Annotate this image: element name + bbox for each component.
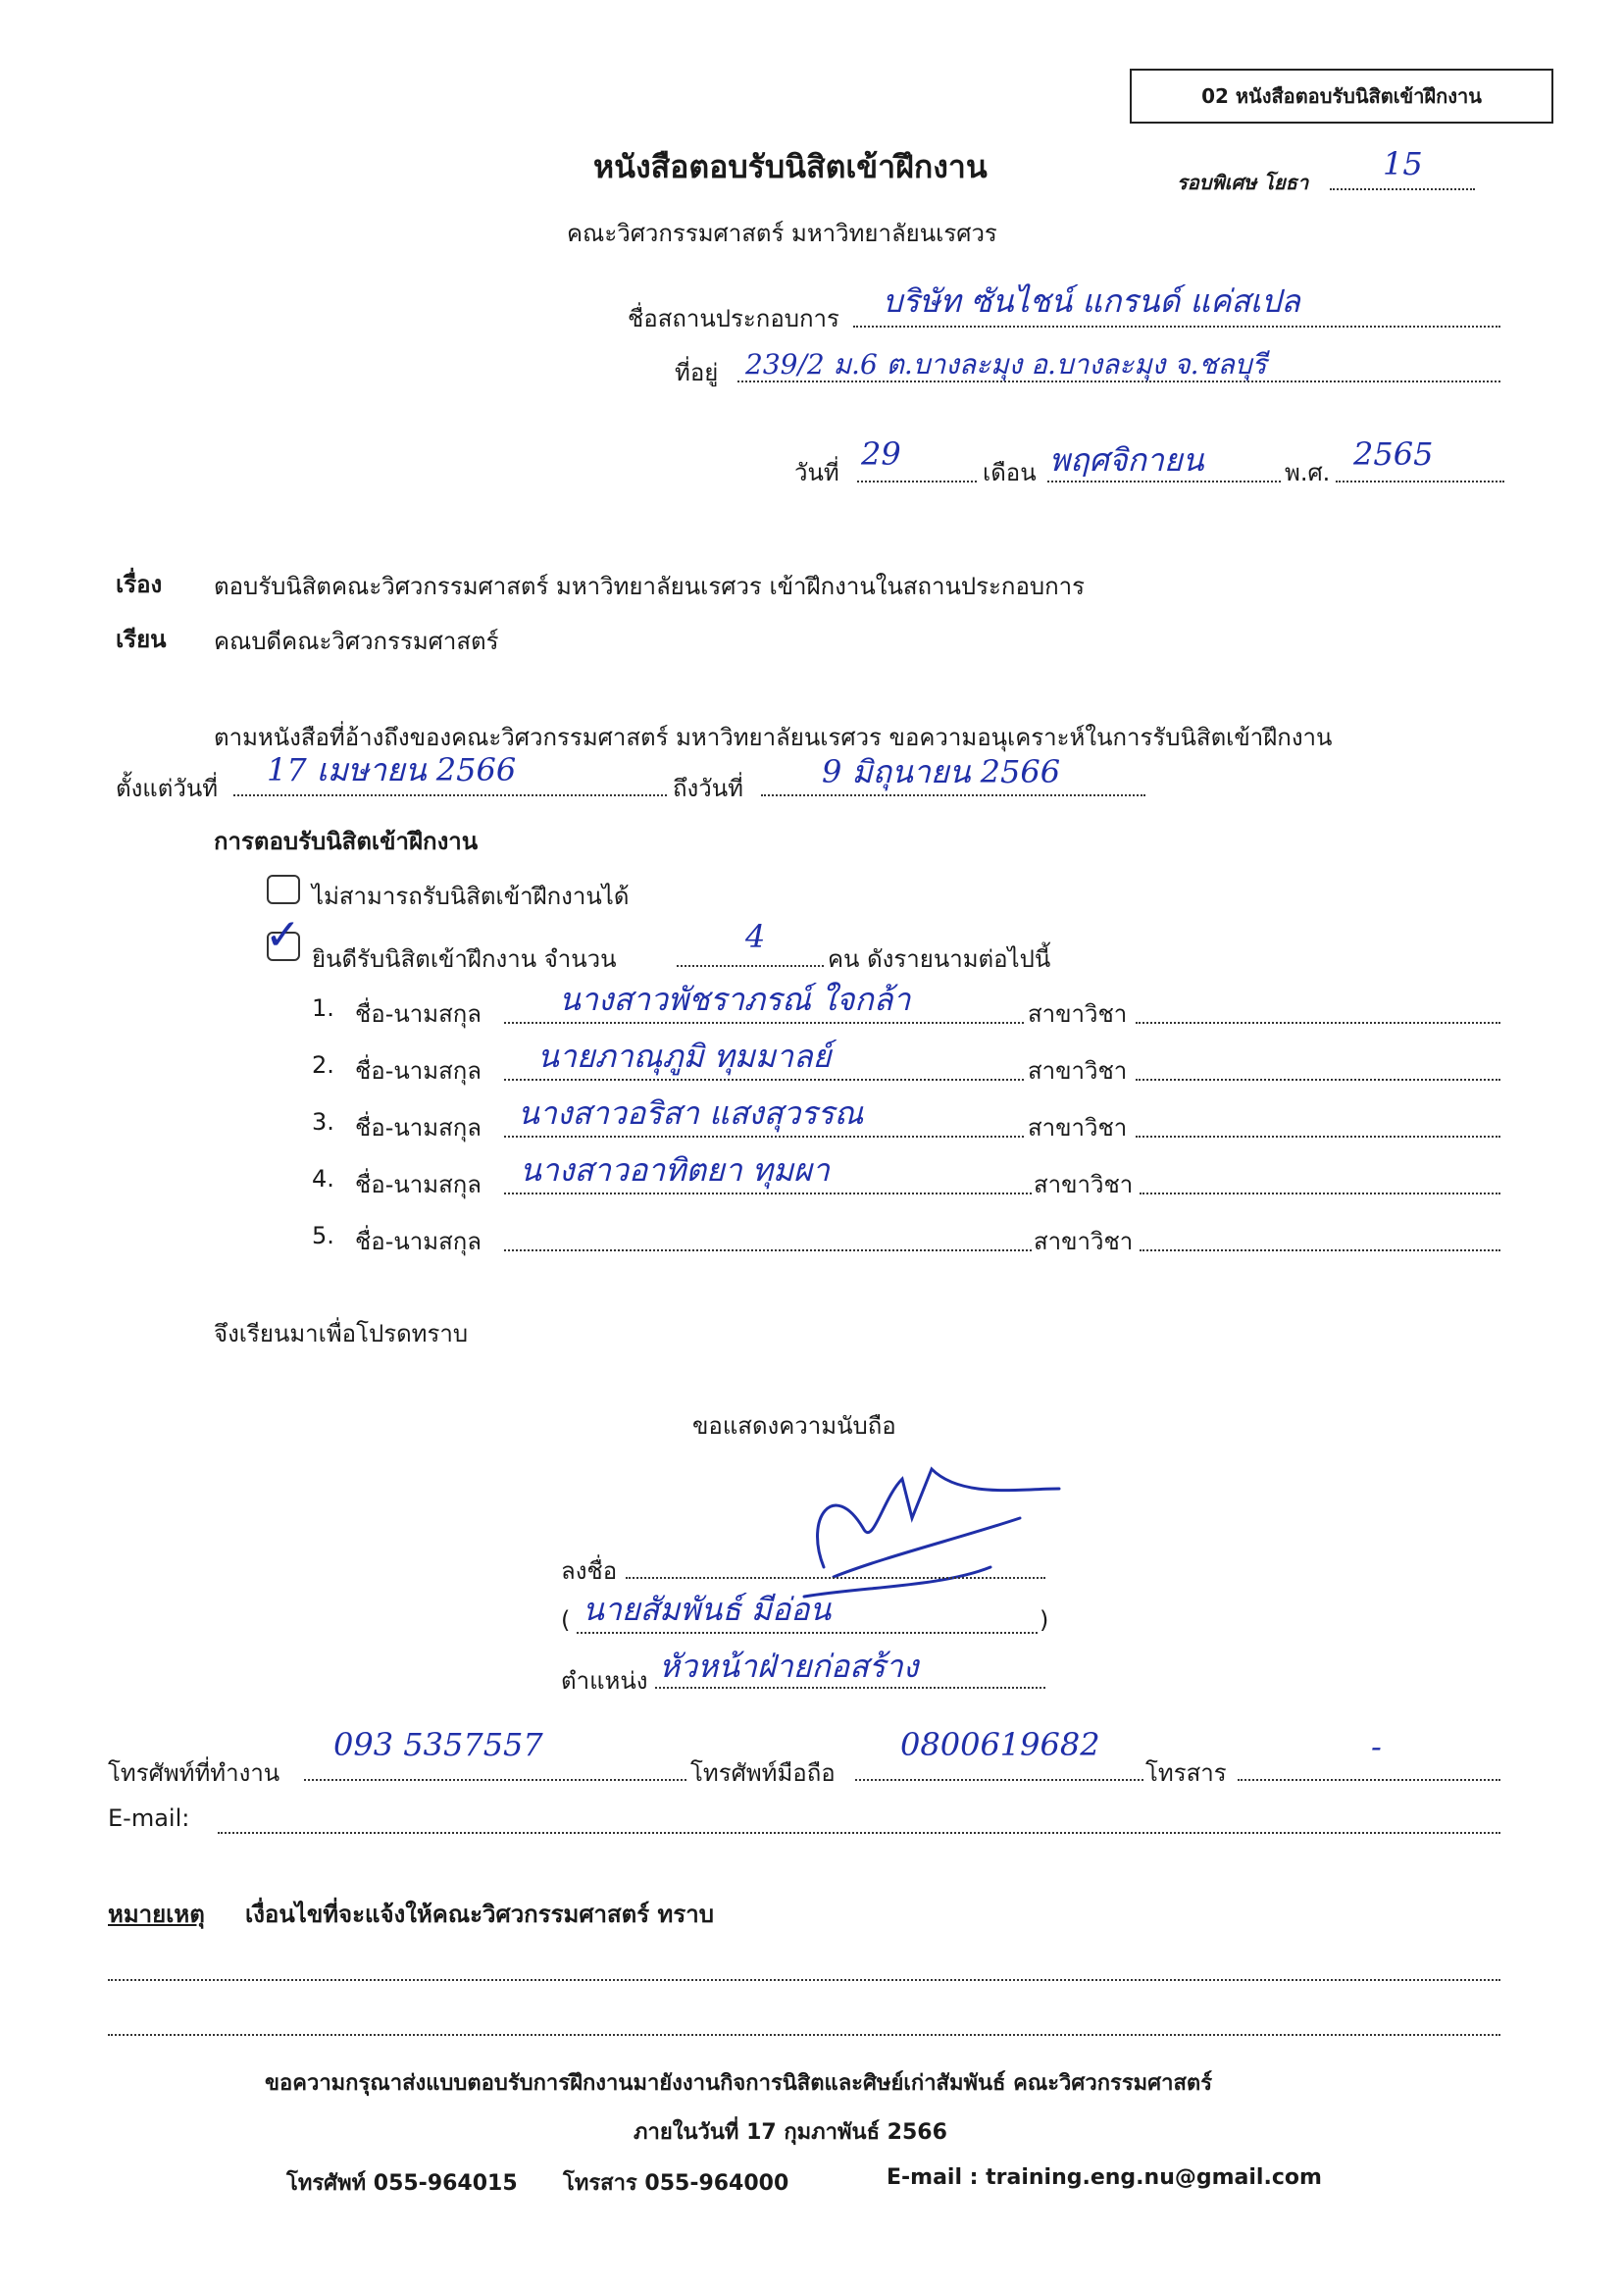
company-label: ชื่อสถานประกอบการ	[628, 305, 839, 332]
mobile-label: โทรศัพท์มือถือ	[690, 1759, 836, 1787]
date-day-dots	[857, 481, 977, 482]
student-2-name: นายภาณุภูมิ ทุมมาลย์	[537, 1038, 832, 1075]
subject-text: ตอบรับนิสิตคณะวิศวกรรมศาสตร์ มหาวิทยาลัยนเรศวร เข้าฝึกงานในสถานประกอบการ	[214, 573, 1086, 600]
address-label: ที่อยู่	[675, 359, 719, 386]
footer-email: E-mail : training.eng.nu@gmail.com	[887, 2165, 1322, 2190]
student-4-major-label: สาขาวิชา	[1034, 1171, 1134, 1198]
date-year-dots	[1336, 481, 1504, 482]
student-3-major-label: สาขาวิชา	[1028, 1114, 1128, 1142]
date-year: 2565	[1353, 435, 1434, 473]
fax-label: โทรสาร	[1145, 1759, 1227, 1787]
period-to-value: 9 มิถุนายน 2566	[822, 753, 1061, 790]
position-label: ตำแหน่ง	[561, 1667, 648, 1695]
mobile: 0800619682	[900, 1726, 1100, 1763]
student-1-name: นางสาวพัชราภรณ์ ใจกล้า	[559, 981, 911, 1018]
printed-name: นายสัมพันธ์ มีอ่อน	[583, 1591, 832, 1628]
period-to-label: ถึงวันที่	[673, 775, 743, 802]
check-mark-icon: ✓	[265, 910, 301, 960]
page-title: หนังสือตอบรับนิสิตเข้าฝึกงาน	[593, 148, 988, 185]
round-dots	[1330, 188, 1475, 190]
student-1-major-dots	[1136, 1022, 1500, 1024]
student-2-major-label: สาขาวิชา	[1028, 1057, 1128, 1085]
email-dots	[218, 1832, 1500, 1834]
body-text: ตามหนังสือที่อ้างถึงของคณะวิศวกรรมศาสตร์ มหาวิทยาลัยนเรศวร ขอความอนุเคราะห์ในการรับนิสิตเข้าฝึกงาน	[214, 724, 1333, 751]
close-paren: )	[1040, 1606, 1049, 1634]
acceptance-heading: การตอบรับนิสิตเข้าฝึกงาน	[214, 828, 479, 855]
student-2-major-dots	[1136, 1079, 1500, 1081]
student-5-dots	[504, 1249, 1032, 1251]
regards-text: ขอแสดงความนับถือ	[692, 1412, 896, 1440]
footer-phone: โทรศัพท์ 055-964015	[286, 2171, 518, 2196]
date-day-label: วันที่	[794, 459, 839, 486]
student-4-num: 4.	[312, 1165, 334, 1193]
student-3-num: 3.	[312, 1108, 334, 1136]
count-suffix: คน ดังรายนามต่อไปนี้	[828, 945, 1051, 973]
reject-checkbox[interactable]	[267, 875, 300, 904]
student-3-label: ชื่อ-นามสกุล	[355, 1114, 482, 1142]
remark-label: หมายเหตุ	[108, 1901, 205, 1928]
form-code-box: 02 หนังสือตอบรับนิสิตเข้าฝึกงาน	[1130, 69, 1553, 124]
date-year-label: พ.ศ.	[1285, 459, 1331, 486]
remark-dots-1	[108, 1979, 1500, 1981]
sign-label: ลงชื่อ	[561, 1557, 618, 1585]
remark-dots-2	[108, 2034, 1500, 2036]
student-5-major-dots	[1140, 1249, 1500, 1251]
period-from-label: ตั้งแต่วันที่	[116, 775, 219, 802]
student-1-label: ชื่อ-นามสกุล	[355, 1000, 482, 1028]
round-value: 15	[1383, 145, 1423, 182]
faculty-line: คณะวิศวกรรมศาสตร์ มหาวิทยาลัยนเรศวร	[567, 220, 997, 247]
student-1-major-label: สาขาวิชา	[1028, 1000, 1128, 1028]
position-value: หัวหน้าฝ่ายก่อสร้าง	[659, 1648, 919, 1685]
closing-text: จึงเรียนมาเพื่อโปรดทราบ	[214, 1320, 469, 1347]
period-from-value: 17 เมษายน 2566	[267, 751, 517, 788]
accept-option-label: ยินดีรับนิสิตเข้าฝึกงาน จำนวน	[312, 945, 617, 973]
student-2-label: ชื่อ-นามสกุล	[355, 1057, 482, 1085]
remark-text: เงื่อนไขที่จะแจ้งให้คณะวิศวกรรมศาสตร์ ทราบ	[245, 1901, 714, 1928]
reject-option-label: ไม่สามารถรับนิสิตเข้าฝึกงานได้	[312, 883, 630, 910]
count-dots-line	[677, 965, 824, 967]
company-value: บริษัท ซันไชน์ แกรนด์ แค่สเปล	[883, 282, 1300, 320]
student-2-num: 2.	[312, 1051, 334, 1079]
office-phone-dots	[304, 1779, 686, 1781]
student-3-major-dots	[1136, 1136, 1500, 1138]
date-day: 29	[861, 435, 901, 473]
student-3-name: นางสาวอริสา แสงสุวรรณ	[518, 1094, 864, 1132]
student-4-label: ชื่อ-นามสกุล	[355, 1171, 482, 1198]
mobile-dots	[855, 1779, 1143, 1781]
student-5-num: 5.	[312, 1222, 334, 1249]
sign-dots	[626, 1577, 1045, 1579]
student-5-major-label: สาขาวิชา	[1034, 1228, 1134, 1255]
open-paren: (	[561, 1606, 571, 1634]
address-value: 239/2 ม.6 ต.บางละมุง อ.บางละมุง จ.ชลบุรี	[745, 348, 1267, 381]
fax-dots	[1238, 1779, 1500, 1781]
round-label: รอบพิเศษ โยธา	[1177, 171, 1309, 194]
student-5-label: ชื่อ-นามสกุล	[355, 1228, 482, 1255]
fax-value: -	[1371, 1728, 1382, 1765]
count-value: 4	[745, 918, 766, 955]
email-label: E-mail:	[108, 1804, 190, 1832]
footer-fax: โทรสาร 055-964000	[563, 2171, 789, 2196]
footer-line-1: ขอความกรุณาส่งแบบตอบรับการฝึกงานมายังงานกิจการนิสิตและศิษย์เก่าสัมพันธ์ คณะวิศวกรรมศาสตร์	[265, 2071, 1213, 2096]
office-phone-label: โทรศัพท์ที่ทำงาน	[108, 1759, 280, 1787]
student-4-major-dots	[1140, 1193, 1500, 1194]
student-4-name: นางสาวอาทิตยา ทุมผา	[520, 1151, 830, 1189]
office-phone: 093 5357557	[333, 1726, 543, 1763]
to-label: เรียน	[116, 626, 167, 653]
subject-label: เรื่อง	[116, 571, 163, 598]
to-text: คณบดีคณะวิศวกรรมศาสตร์	[214, 628, 499, 655]
date-month-label: เดือน	[983, 459, 1037, 486]
student-1-num: 1.	[312, 994, 334, 1022]
footer-line-2: ภายในวันที่ 17 กุมภาพันธ์ 2566	[634, 2120, 947, 2145]
date-month: พฤศจิกายน	[1049, 441, 1204, 479]
